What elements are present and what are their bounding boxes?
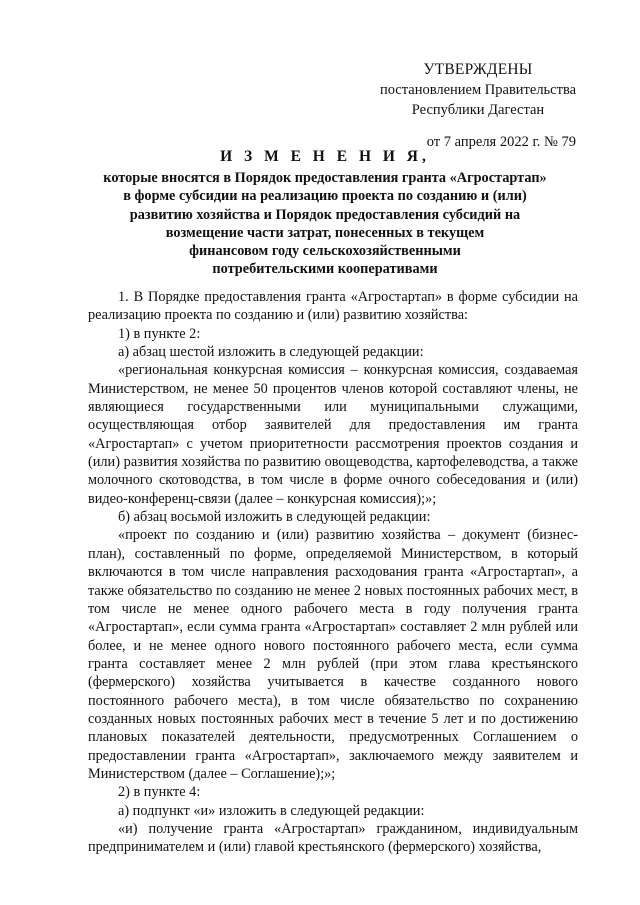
approval-line-2: Республики Дагестан (411, 102, 545, 118)
body-paragraph: 1) в пункте 2: (118, 325, 201, 342)
document-body (88, 288, 578, 857)
body-paragraph: а) подпункт «и» изложить в следующей редакции: (118, 802, 425, 819)
body-paragraph: «проект по созданию и (или) развитию хозяйства – документ (бизнес-план), составленный по форме, определяемой Министерством, в который включаются в том числе направления расходования гранта «Агростартап», а также обязательство по созданию не менее 2 новых постоянных рабочих мест, в том числе не менее одного рабочего места в году получения гранта «Агростартап», если сумма гранта «Агростартап» составляет 2 млн рублей или более, и не менее одного нового постоянного рабочего места, если сумма гранта составляет менее 2 млн рублей (при этом глава крестьянского (фермерского) хозяйства учитывается в качестве созданного нового постоянного рабочего места), в том числе обязательство по сохранению созданных новых постоянных рабочих мест в течение 5 лет и по достижению плановых показателей деятельности, предусмотренных Соглашением о предоставлении гранта «Агростартап», заключаемого между заявителем и Министерством (далее – Соглашение);»; (88, 527, 578, 782)
title-line: развитию хозяйства и Порядок предоставления субсидий на (129, 206, 521, 223)
approval-line-1: постановлением Правительства (379, 82, 577, 98)
approval-date: от 7 апреля 2022 г. № 79 (426, 134, 576, 150)
document-title (80, 148, 570, 278)
approval-stamp (368, 60, 588, 152)
body-paragraph: «и) получение гранта «Агростартап» гражданином, индивидуальным предпринимателем и (или) главой крестьянского (фермерского) хозяйства, (88, 820, 578, 856)
title-line: которые вносятся в Порядок предоставления гранта «Агростартап» (103, 170, 547, 187)
title-line: финансовом году сельскохозяйственными (189, 243, 461, 260)
body-paragraph: 1. В Порядке предоставления гранта «Агростартап» в форме субсидии на реализацию проекта по созданию и (или) развитию хозяйства: (88, 289, 578, 324)
body-paragraph: б) абзац восьмой изложить в следующей редакции: (118, 509, 431, 526)
title-line: потребительскими кооперативами (212, 261, 438, 278)
body-paragraph: 2) в пункте 4: (118, 784, 201, 801)
body-paragraph: «региональная конкурсная комиссия – конкурсная комиссия, создаваемая Министерством, не менее 50 процентов членов которой составляют члены, не являющиеся государственными или муниципальными служащими, осуществляющая отбор заявителей для предоставления им гранта «Агростартап» с учетом приоритетности рассмотрения проектов создания и (или) развития хозяйства по развитию овощеводства, картофелеводства, а также молочного скотоводства, в том числе в форме очного собеседования и (или) видео-конференц-связи (далее – конкурсная комиссия);»; (88, 362, 578, 507)
body-paragraph: а) абзац шестой изложить в следующей редакции: (118, 344, 424, 361)
title-line: возмещение части затрат, понесенных в текущем (165, 224, 485, 241)
title-line: в форме субсидии на реализацию проекта по созданию и (или) (123, 188, 527, 205)
title-heading: И З М Е Н Е Н И Я, (220, 148, 430, 165)
approval-word: УТВЕРЖДЕНЫ (423, 61, 533, 78)
